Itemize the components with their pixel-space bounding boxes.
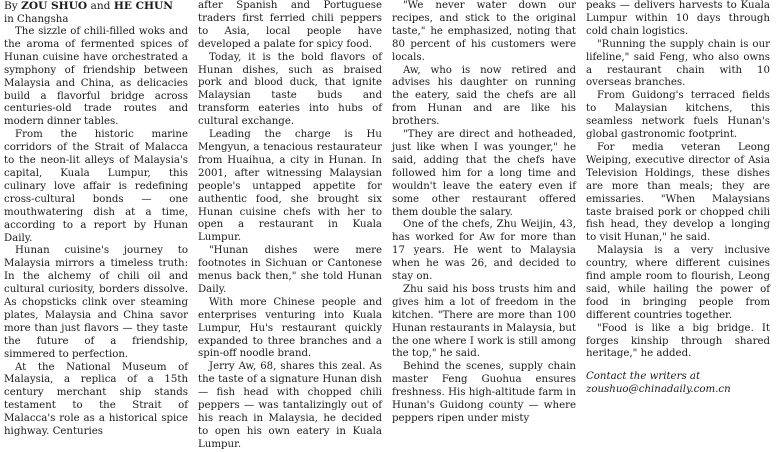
paragraph: "Running the supply chain is our lifeline," said Feng, who also owns a restaurant chain with 10 overseas branches.	[586, 38, 770, 89]
paragraph: Aw, who is now retired and advises his daughter on running the eatery, said the chefs are all from Hunan and are like his brothers.	[392, 64, 576, 128]
author-1: ZOU SHUO	[21, 0, 88, 12]
article-column-3	[392, 0, 576, 437]
paragraph: Hunan cuisine's journey to Malaysia mirrors a timeless truth: In the alchemy of chili oil and cultural curiosity, borders dissolve. As chopsticks clink over steaming plates, Malaysia and China savor more than just flavors — they taste the future of a friendship, simmered to perfection.	[4, 245, 188, 360]
byline-conjunction: and	[87, 0, 114, 12]
paragraph: "Hunan dishes were mere footnotes in Sichuan or Cantonese menus back then," she told Hunan Daily.	[198, 245, 382, 295]
paragraph: From the historic marine corridors of the Strait of Malacca to the neon-lit alleys of Malaysia's capital, Kuala Lumpur, this culinary love affair is redefining cross-cultural bonds — one mouthwatering dish at a time, according to a report by Hunan Daily.	[4, 129, 188, 244]
paragraph: "They are direct and hotheaded, just like when I was younger," he said, adding that the chefs have followed him for a long time and wouldn't leave the eatery even if some other restaurant offered them double the salary.	[392, 129, 576, 218]
paragraph: Jerry Aw, 68, shares this zeal. As the taste of a signature Hunan dish — fish head with chopped chili peppers — was tantalizingly out of his reach in Malaysia, he decided to open his own eatery in Kuala Lumpur.	[198, 361, 382, 450]
paragraph: Today, it is the bold flavors of Hunan dishes, such as braised pork and blood duck, that ignite Malaysian taste buds and transform eateries into hubs of cultural exchange.	[198, 51, 382, 128]
author-2: HE CHUN	[113, 0, 173, 12]
paragraph: With more Chinese people and enterprises venturing into Kuala Lumpur, Hu's restaurant quickly expanded to three branches and a spin-off noodle brand.	[198, 296, 382, 360]
contact-email: zoushuo@chinadaily.com.cn	[586, 384, 731, 396]
paragraph: From Guidong's terraced fields to Malaysian kitchens, this seamless network fuels Hunan's global gastronomic footprint.	[586, 90, 770, 141]
article-column-2	[198, 0, 382, 450]
article-column-1	[4, 0, 188, 437]
paragraph: "Food is like a big bridge. It forges kinship through shared heritage," he added.	[586, 322, 770, 360]
paragraph: The sizzle of chili-filled woks and the aroma of fermented spices of Hunan cuisine have orchestrated a symphony of friendship between Malaysia and China, as delicacies build a flavorful bridge across centuries-old trade routes and modern dinner tables.	[4, 26, 188, 128]
byline-prefix: By	[4, 0, 22, 12]
contact-writers	[586, 371, 770, 397]
paragraph: Zhu said his boss trusts him and gives him a lot of freedom in the kitchen. "There are more than 100 Hunan restaurants in Malaysia, but the one where I work is still among the top," he said.	[392, 283, 576, 360]
paragraph-continued: after Spanish and Portuguese traders first ferried chili peppers to Asia, local people have developed a palate for spicy food.	[198, 0, 382, 50]
article-column-4	[586, 0, 770, 437]
paragraph: At the National Museum of Malaysia, a replica of a 15th century merchant ship stands testament to the Strait of Malacca's role as a historical spice highway. Centuries	[4, 361, 188, 438]
paragraph-continued: peaks — delivers harvests to Kuala Lumpur within 10 days through cold chain logistics.	[586, 0, 770, 37]
paragraph: Behind the scenes, supply chain master Feng Guohua ensures freshness. His high-altitude farm in Hunan's Guidong county — where peppers ripen under misty	[392, 361, 576, 424]
dateline-location: in Changsha	[4, 14, 69, 25]
paragraph: One of the chefs, Zhu Weijin, 43, has worked for Aw for more than 17 years. He went to Malaysia when he was 26, and decided to stay on.	[392, 219, 576, 283]
paragraph: Malaysia is a very inclusive country, where different cuisines find ample room to flourish, Leong said, while hailing the power of food in bringing people from different countries together.	[586, 245, 770, 321]
paragraph: For media veteran Leong Weiping, executive director of Asia Television Holdings, these dishes are more than meals; they are emissaries. "When Malaysians taste braised pork or chopped chili fish head, they develop a longing to visit Hunan," he said.	[586, 141, 770, 244]
byline	[4, 0, 188, 13]
contact-label: Contact the writers at	[586, 371, 701, 383]
paragraph: Leading the charge is Hu Mengyun, a tenacious restaurateur from Huaihua, a city in Hunan. In 2001, after witnessing Malaysian people's untapped appetite for authentic food, she brought six Hunan cuisine chefs with her to open a restaurant in Kuala Lumpur.	[198, 129, 382, 244]
paragraph: "We never water down our recipes, and stick to the original taste," he emphasized, noting that 80 percent of his customers were locals.	[392, 0, 576, 63]
